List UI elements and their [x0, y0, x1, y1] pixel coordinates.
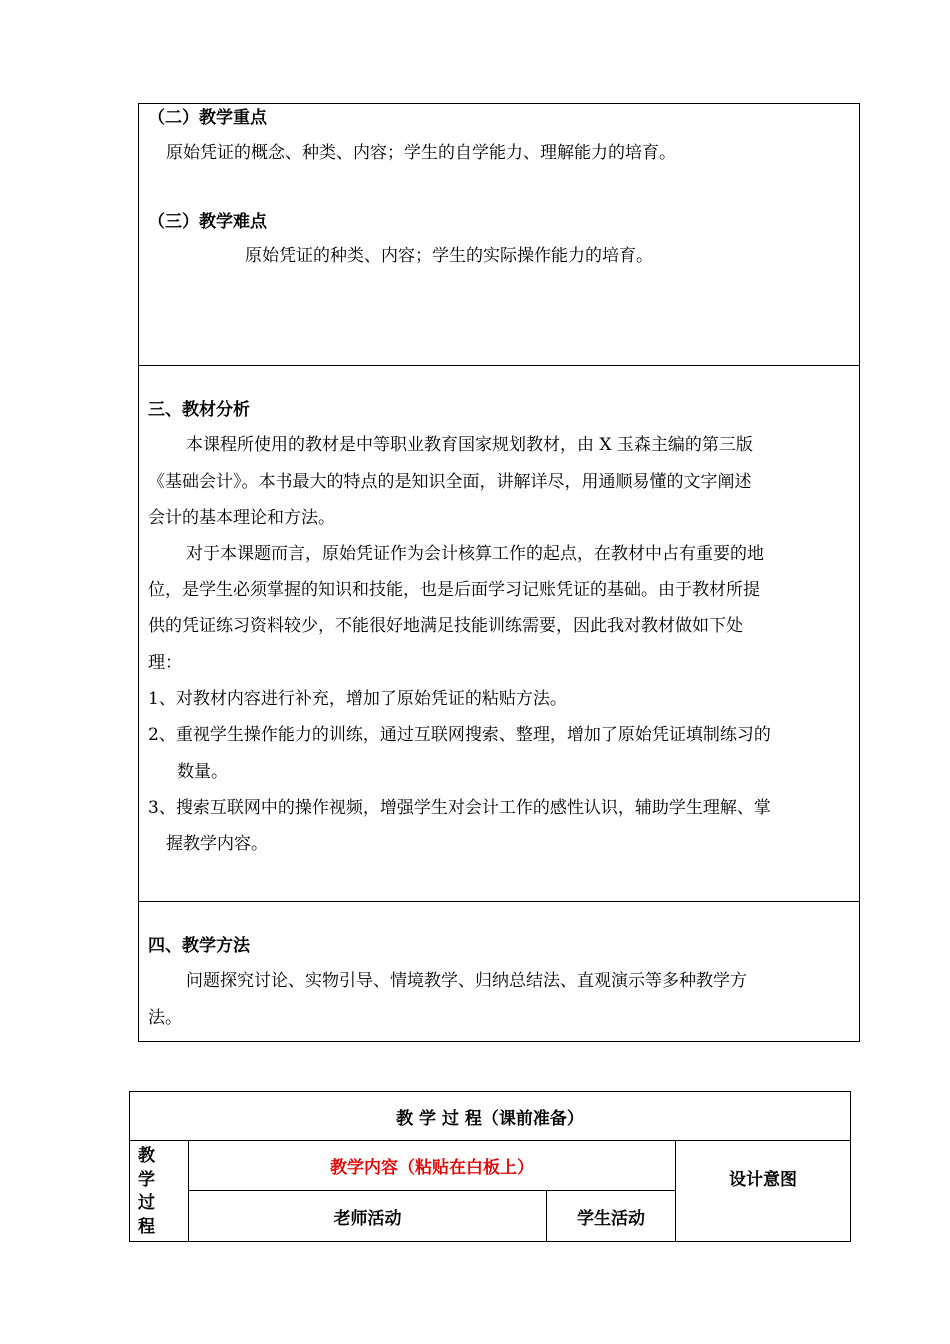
side-char-2: 学 [138, 1169, 155, 1190]
teaching-methods-heading: 四、教学方法 [148, 936, 250, 956]
student-activity-header: 学生活动 [546, 1190, 676, 1242]
design-intent-header: 设计意图 [675, 1140, 851, 1242]
analysis-item-2: 2、重视学生操作能力的训练，通过互联网搜索、整理，增加了原始凭证填制练习的 [148, 725, 771, 745]
process-side-label-cell [129, 1140, 189, 1242]
analysis-p1-line3: 会计的基本理论和方法。 [148, 508, 335, 528]
analysis-p2-line4: 理： [148, 653, 182, 673]
analysis-p1-line2: 《基础会计》。本书最大的特点的是知识全面，讲解详尽，用通顺易懂的文字阐述 [148, 472, 752, 492]
analysis-p2-line2: 位，是学生必须掌握的知识和技能，也是后面学习记账凭证的基础。由于教材所提 [148, 580, 760, 600]
key-points-text: 原始凭证的概念、种类、内容；学生的自学能力、理解能力的培育。 [166, 143, 676, 163]
analysis-p2-line1: 对于本课题而言，原始凭证作为会计核算工作的起点，在教材中占有重要的地 [186, 544, 764, 564]
analysis-p1-line1: 本课程所使用的教材是中等职业教育国家规划教材，由 X 玉森主编的第三版 [186, 435, 753, 455]
side-char-4: 程 [138, 1216, 155, 1237]
key-points-heading: （二）教学重点 [148, 108, 267, 128]
side-char-3: 过 [138, 1193, 155, 1213]
process-table-title: 教 学 过 程（课前准备） [129, 1091, 851, 1141]
process-side-label [138, 1145, 155, 1239]
difficulties-heading: （三）教学难点 [148, 212, 267, 232]
side-char-1: 教 [138, 1146, 155, 1166]
analysis-item-2-cont: 数量。 [177, 762, 228, 782]
textbook-analysis-heading: 三、教材分析 [148, 400, 250, 420]
difficulties-text: 原始凭证的种类、内容；学生的实际操作能力的培育。 [245, 246, 653, 266]
content-header: 教学内容（粘贴在白板上） [188, 1140, 676, 1191]
teacher-activity-header: 老师活动 [188, 1190, 547, 1242]
analysis-item-3: 3、搜索互联网中的操作视频，增强学生对会计工作的感性认识，辅助学生理解、掌 [148, 798, 771, 818]
analysis-p2-line3: 供的凭证练习资料较少，不能很好地满足技能训练需要，因此我对教材做如下处 [148, 616, 743, 636]
analysis-item-3-cont: 握教学内容。 [166, 834, 268, 854]
teaching-methods-line1: 问题探究讨论、实物引导、情境教学、归纳总结法、直观演示等多种教学方 [186, 971, 747, 991]
analysis-item-1: 1、对教材内容进行补充，增加了原始凭证的粘贴方法。 [148, 689, 567, 709]
teaching-methods-line2: 法。 [148, 1008, 182, 1028]
